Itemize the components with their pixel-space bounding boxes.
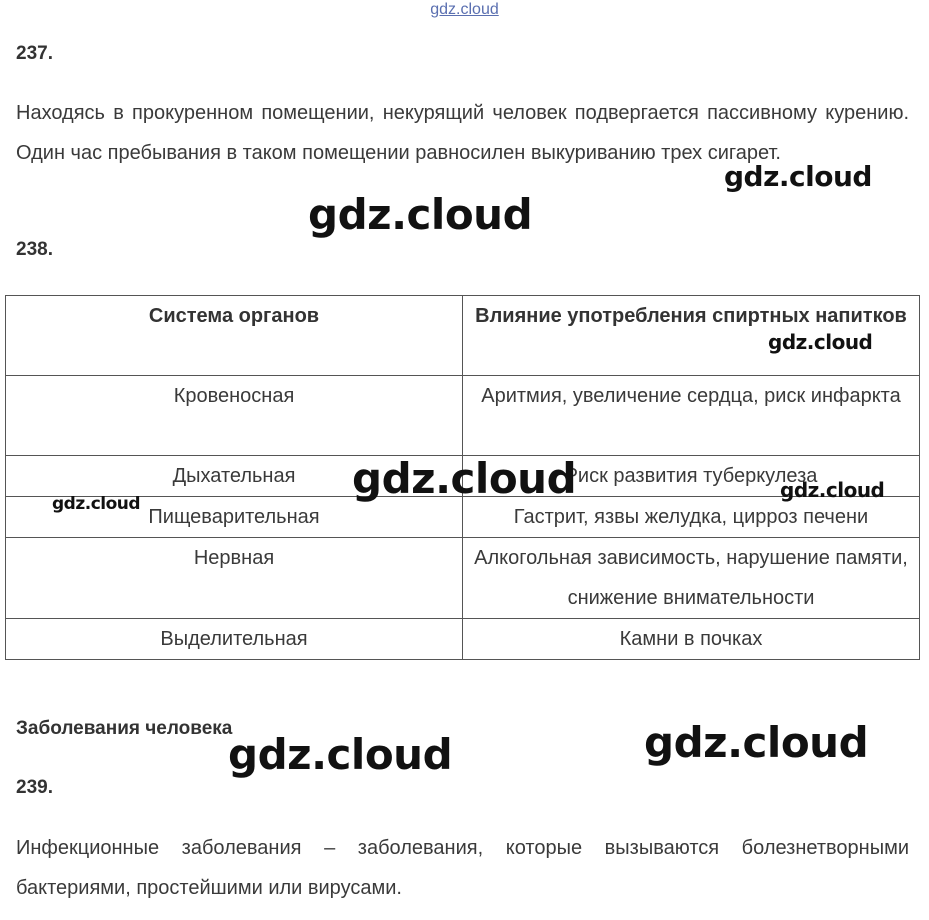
table-cell-system: Выделительная — [6, 619, 463, 660]
table-cell-influence: Гастрит, язвы желудка, цирроз печени — [463, 497, 920, 538]
site-link[interactable]: gdz.cloud — [430, 1, 499, 18]
task-number-239: 239. — [16, 777, 53, 798]
table-cell-influence: Алкогольная зависимость, нарушение памяти, снижение внимательности — [463, 538, 920, 619]
task-239-text: Инфекционные заболевания – заболевания, которые вызываются болезнетворными бактериями, простейшими или вирусами. — [16, 837, 909, 899]
watermark: gdz.cloud — [780, 478, 885, 502]
table-row — [6, 376, 920, 456]
watermark: gdz.cloud — [228, 730, 453, 779]
table-cell-system: Пищеварительная — [6, 497, 463, 538]
watermark: gdz.cloud — [308, 190, 533, 239]
watermark: gdz.cloud — [52, 494, 141, 514]
table-cell-influence: Аритмия, увеличение сердца, риск инфаркта — [463, 376, 920, 456]
watermark: gdz.cloud — [724, 160, 872, 193]
column-header-influence: Влияние употребления спиртных напитков — [463, 296, 920, 376]
table-cell-influence: Риск развития туберкулеза — [463, 456, 920, 497]
table-cell-system: Дыхательная — [6, 456, 463, 497]
table-cell-system: Кровеносная — [6, 376, 463, 456]
table-cell-influence: Камни в почках — [463, 619, 920, 660]
task-number-238: 238. — [16, 239, 53, 260]
table-row — [6, 538, 920, 619]
table-row — [6, 619, 920, 660]
watermark: gdz.cloud — [352, 454, 577, 503]
section-title: Заболевания человека — [16, 718, 233, 739]
table-cell-system: Нервная — [6, 538, 463, 619]
watermark: gdz.cloud — [644, 718, 869, 767]
task-237-text: Находясь в прокуренном помещении, некурящий человек подвергается пассивному курению. Один час пребывания в таком помещении равносилен выкуриванию трех сигарет. — [16, 102, 909, 164]
column-header-system: Система органов — [6, 296, 463, 376]
watermark: gdz.cloud — [768, 330, 873, 354]
task-number-237: 237. — [16, 43, 53, 64]
